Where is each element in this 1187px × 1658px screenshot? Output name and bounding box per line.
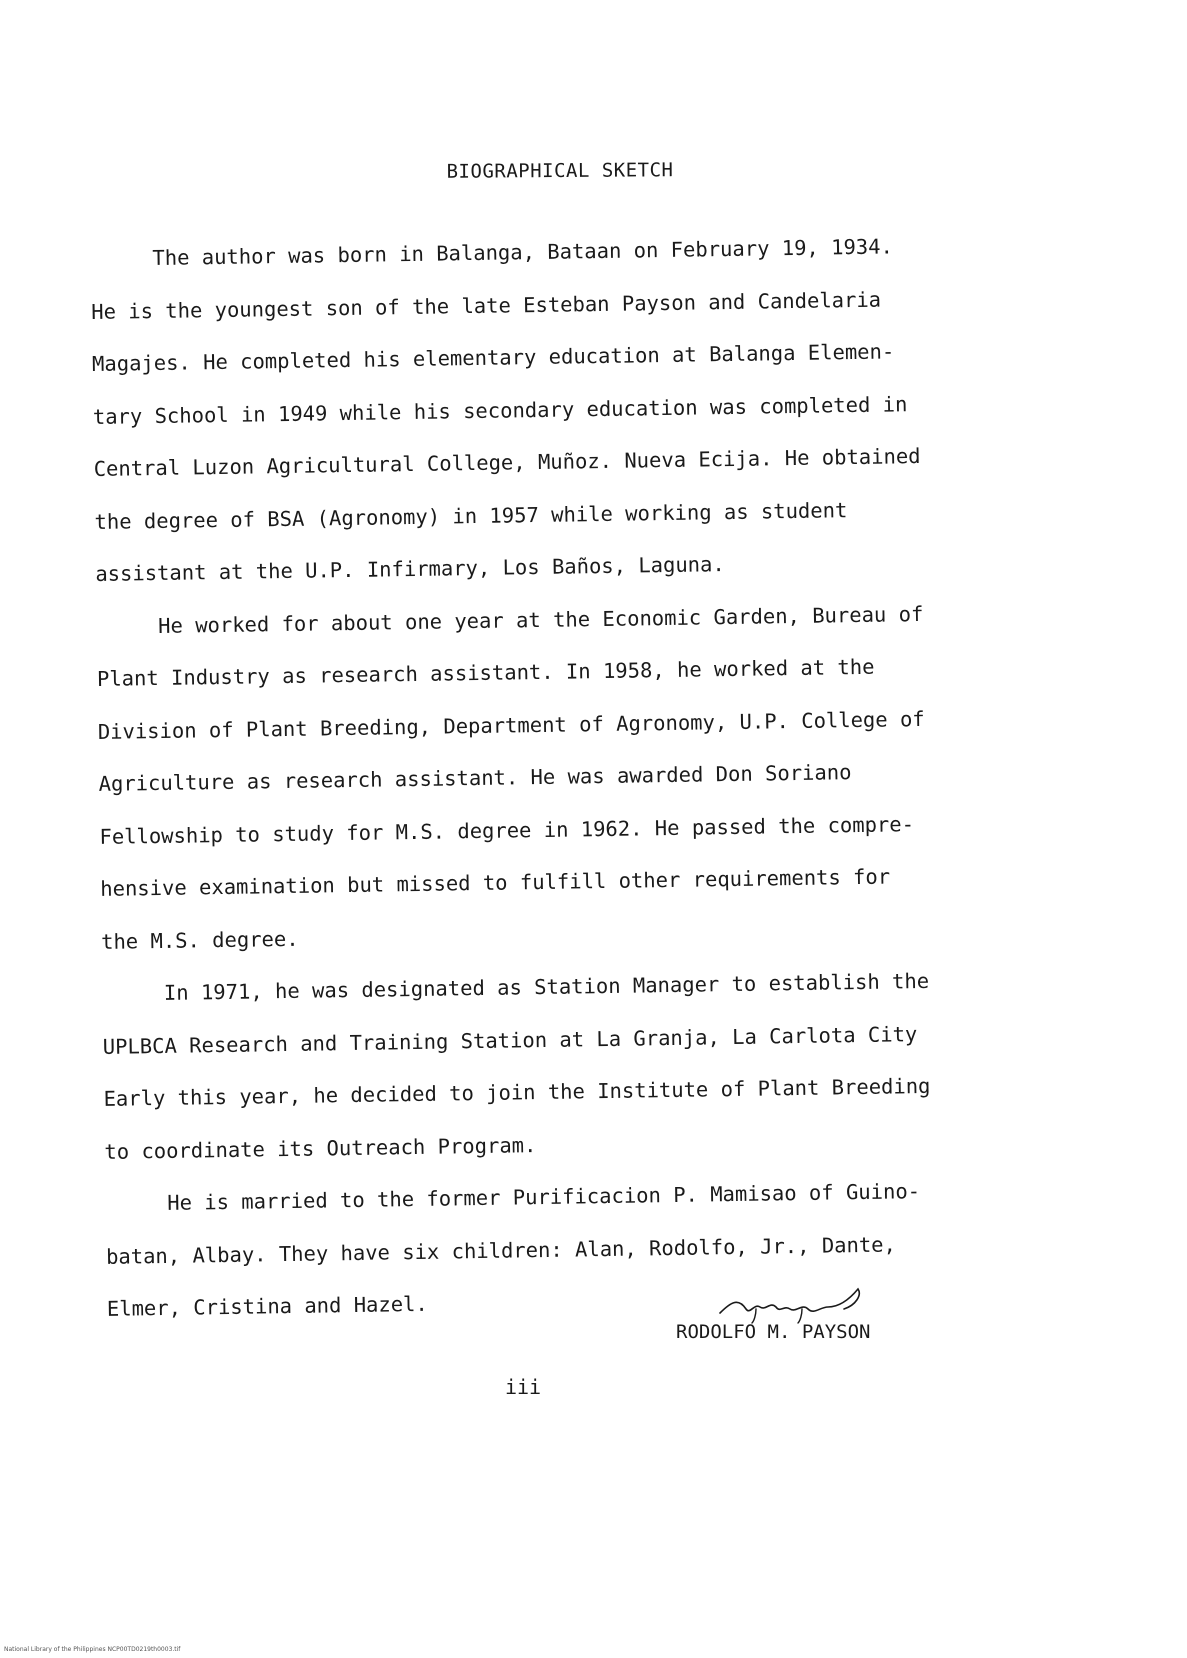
text-line: He is the youngest son of the late Esteban Payson and Candelaria xyxy=(91,287,882,324)
page-number: iii xyxy=(504,1375,542,1399)
text-line: The author was born in Balanga, Bataan on February 19, 1934. xyxy=(152,234,894,271)
text-line: to coordinate its Outreach Program. xyxy=(104,1132,537,1164)
text-line: the M.S. degree. xyxy=(100,926,299,954)
scan-footer-note: National Library of the Philippines NCP00TD0219th0003.tif xyxy=(4,1646,181,1653)
page-title: BIOGRAPHICAL SKETCH xyxy=(446,159,674,183)
text-line: assistant at the U.P. Infirmary, Los Baños, Laguna. xyxy=(95,552,725,586)
text-line: hensive examination but missed to fulfill other requirements for xyxy=(100,864,891,901)
text-line: batan, Albay. They have six children: Alan, Rodolfo, Jr., Dante, xyxy=(105,1231,897,1269)
text-line: Plant Industry as research assistant. In 1958, he worked at the xyxy=(96,654,875,691)
text-line: tary School in 1949 while his secondary education was completed in xyxy=(92,391,908,429)
text-line: Elmer, Cristina and Hazel. xyxy=(106,1291,428,1321)
text-line: the degree of BSA (Agronomy) in 1957 while working as student xyxy=(94,497,848,534)
text-line: He is married to the former Purificacion P. Mamisao of Guino- xyxy=(167,1179,921,1215)
paragraph-birth-education xyxy=(90,219,956,600)
text-line: Agriculture as research assistant. He was awarded Don Soriano xyxy=(98,760,852,796)
handwritten-signature-icon xyxy=(716,1283,866,1325)
signatory-name: RODOLFO M. PAYSON xyxy=(676,1321,871,1343)
text-line: Division of Plant Breeding, Department of Agronomy, U.P. College of xyxy=(97,706,925,744)
text-line: Magajes. He completed his elementary education at Balanga Elemen- xyxy=(91,339,895,376)
paragraph-station-manager xyxy=(102,954,965,1177)
signature-block xyxy=(676,1283,916,1353)
text-line: Early this year, he decided to join the Institute of Plant Breeding xyxy=(103,1073,931,1111)
text-line: In 1971, he was designated as Station Manager to establish the xyxy=(163,968,930,1005)
document-body xyxy=(90,219,967,1335)
text-line: He worked for about one year at the Economic Garden, Bureau of xyxy=(157,601,924,638)
paragraph-career xyxy=(96,587,962,968)
text-line: Fellowship to study for M.S. degree in 1962. He passed the compre- xyxy=(99,811,915,849)
text-line: Central Luzon Agricultural College, Muñoz. Nueva Ecija. He obtained xyxy=(93,443,921,481)
text-line: UPLBCA Research and Training Station at La Granja, La Carlota City xyxy=(102,1021,918,1059)
